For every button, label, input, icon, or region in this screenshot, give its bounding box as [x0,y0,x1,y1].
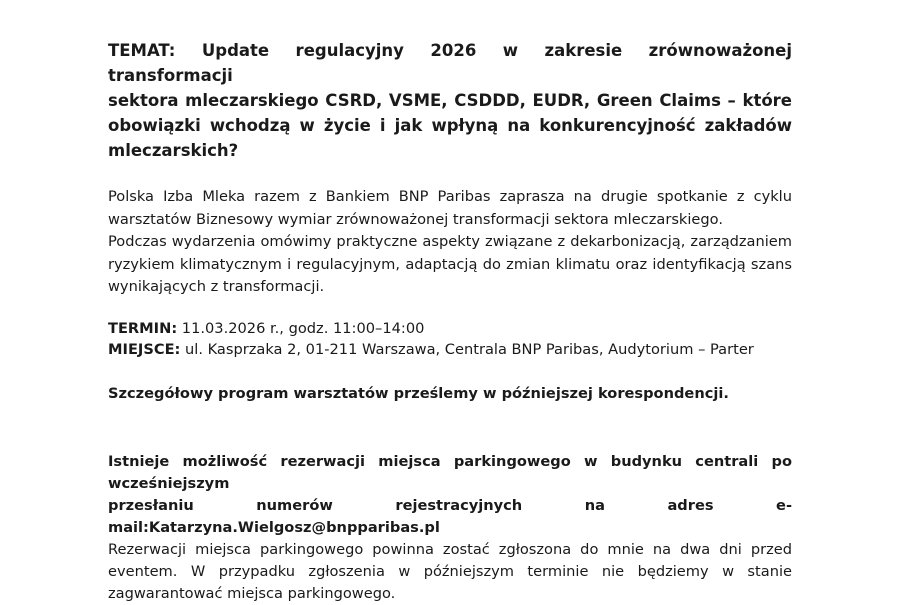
location-value: ul. Kasprzaka 2, 01-211 Warszawa, Centrala BNP Paribas, Audytorium – Parter [180,341,754,358]
program-note: Szczegółowy program warsztatów prześlemy w późniejszej korespondencji. [108,385,729,402]
date-value: 11.03.2026 r., godz. 11:00–14:00 [177,320,425,337]
intro-line: Podczas wydarzenia omówimy praktyczne aspekty związane z dekarbonizacją, zarządzaniem [108,233,792,250]
parking-info [108,451,792,605]
location-label: MIEJSCE: [108,341,181,358]
parking-line: Rezerwacji miejsca parkingowego powinna zostać zgłoszona do mnie na dwa dni przed [108,541,792,558]
title-line: sektora mleczarskiego CSRD, VSME, CSDDD, EUDR, Green Claims – które [108,91,792,110]
date-label: TERMIN: [108,320,178,337]
document-title [108,38,792,163]
parking-line: eventem. W przypadku zgłoszenia w późniejszym terminie nie będziemy w stanie [108,563,792,580]
parking-line: zagwarantować miejsca parkingowego. [108,585,396,602]
intro-line: Polska Izba Mleka razem z Bankiem BNP Paribas zaprasza na drugie spotkanie z cyklu [108,188,792,205]
event-details [108,318,792,360]
title-line: TEMAT: Update regulacyjny 2026 w zakresie zrównoważonej transformacji [108,41,792,85]
parking-bold-line: Istnieje możliwość rezerwacji miejsca parkingowego w budynku centrali po wcześniejszym [108,453,792,492]
parking-email-line: przesłaniu numerów rejestracyjnych na adres e-mail:Katarzyna.Wielgosz@bnpparibas.pl [108,497,792,536]
event-location [108,339,792,360]
intro-line: ryzykiem klimatycznym i regulacyjnym, adaptacją do zmian klimatu oraz identyfikacją szans [108,255,792,273]
title-line: obowiązki wchodzą w życie i jak wpłyną na konkurencyjność zakładów [108,116,792,135]
intro-line: wynikających z transformacji. [108,278,325,295]
title-line: mleczarskich? [108,141,239,160]
event-date [108,318,792,339]
intro-paragraph [108,186,792,299]
intro-line: warsztatów Biznesowy wymiar zrównoważonej transformacji sektora mleczarskiego. [108,210,723,228]
